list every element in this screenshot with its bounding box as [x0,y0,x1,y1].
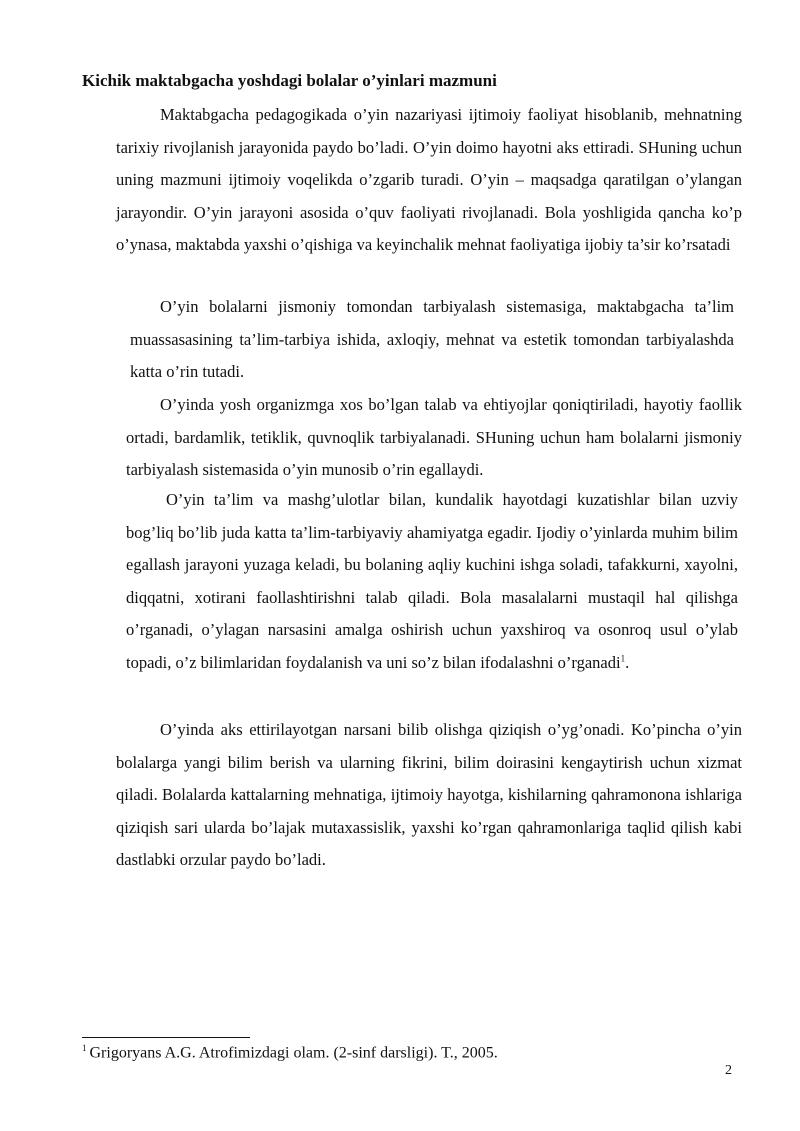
footnote-reference: 1 [620,653,626,663]
footnote-separator [82,1037,250,1038]
paragraph-4-text: O’yin ta’lim va mashg’ulotlar bilan, kundalik hayotdagi kuzatishlar bilan uzviy bog’liq bo’lib juda katta ta’lim-tarbiyaviy ahamiyatga egadir. Ijodiy o’yinlarda muhim bilim egallash jarayoni yuzaga keladi, bu bolaning aqliy kuchini ishga soladi, tafakkurni, xayolni, diqqatni, xotirani faollashtirishni talab qiladi. Bola masalalarni mustaqil hal qilishga o’rganadi, o’ylagan narsasini amalga oshirish uchun yaxshiroq va osonroq usul o’ylab topadi, o’z bilimlaridan foydalanish va uni so’z bilan ifodalashni o’rganadi [126,490,738,672]
footnote-text: Grigoryans A.G. Atrofimizdagi olam. (2-sinf darsligi). T., 2005. [89,1044,498,1062]
paragraph-3: O’yinda yosh organizmga xos bo’lgan talab va ehtiyojlar qoniqtiriladi, hayotiy faollik ortadi, bardamlik, tetiklik, quvnoqlik tarbiyalanadi. SHuning uchun ham bolalarni jismoniy tarbiyalash sistemasida o’yin munosib o’rin egallaydi. [126,395,742,479]
page-title: Kichik maktabgacha yoshdagi bolalar o’yinlari mazmuni [82,71,497,90]
paragraph-4-end-punctuation: . [625,652,630,672]
footnote-mark: 1 [82,1043,87,1053]
paragraph-4 [126,484,738,679]
page-number: 2 [725,1063,732,1078]
paragraph-5: O’yinda aks ettirilayotgan narsani bilib olishga qiziqish o’yg’onadi. Ko’pincha o’yin bolalarga yangi bilim berish va ularning fikrini, bilim doirasini kengaytirish uchun xizmat qiladi. Bolalarda kattalarning mehnatiga, ijtimoiy hayotga, kishilarning qahramonona ishlariga qiziqish sari ularda bo’lajak mutaxassislik, yaxshi ko’rgan qahramonlariga taqlid qilish kabi dastlabki orzular paydo bo’ladi. [116,720,742,869]
paragraph-2: O’yin bolalarni jismoniy tomondan tarbiyalash sistemasiga, maktabgacha ta’lim muassasasining ta’lim-tarbiya ishida, axloqiy, mehnat va estetik tomondan tarbiyalashda katta o’rin tutadi. [130,297,734,381]
paragraph-1: Maktabgacha pedagogikada o’yin nazariyasi ijtimoiy faoliyat hisoblanib, mehnatning tarixiy rivojlanish jarayonida paydo bo’ladi. O’yin doimo hayotni aks ettiradi. SHuning uchun uning mazmuni ijtimoiy voqelikda o’zgarib turadi. O’yin – maqsadga qaratilgan o’ylangan jarayondir. O’yin jarayoni asosida o’quv faoliyati rivojlanadi. Bola yoshligida qancha ko’p o’ynasa, maktabda yaxshi o’qishiga va keyinchalik mehnat faoliyatiga ijobiy ta’sir ko’rsatadi [116,105,742,254]
footnote [82,1043,498,1062]
